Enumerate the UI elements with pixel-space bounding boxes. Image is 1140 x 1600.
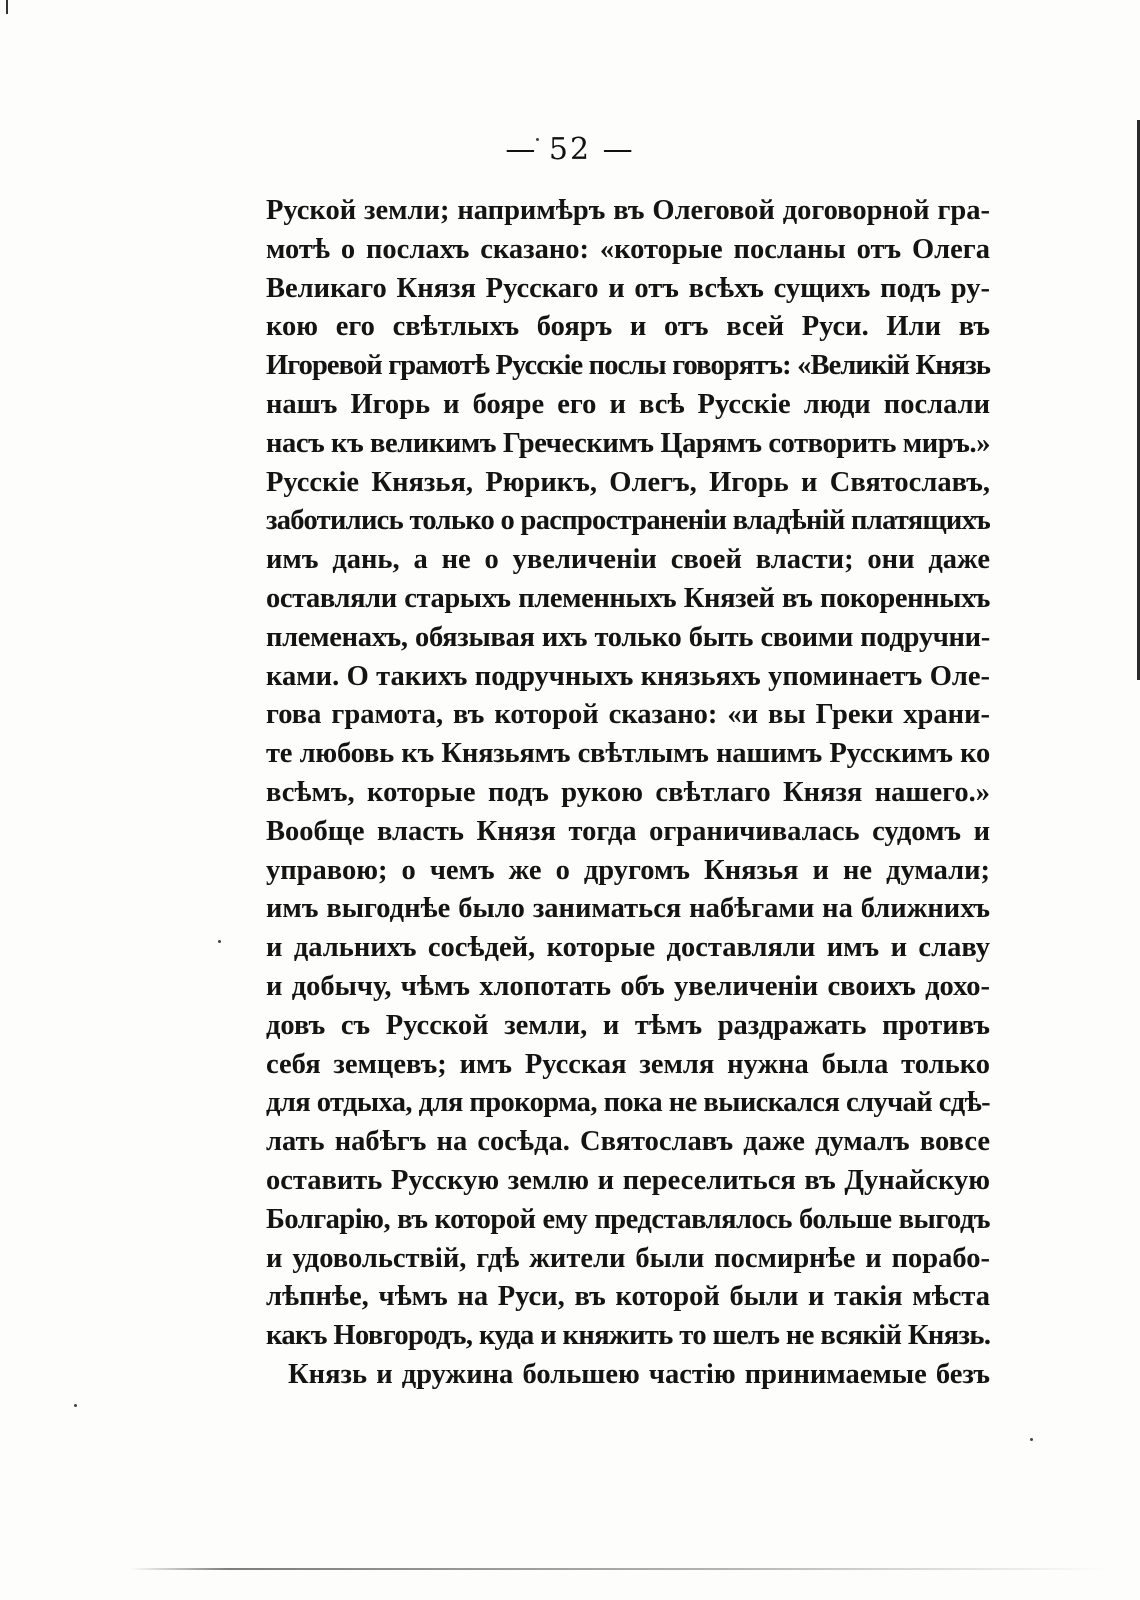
text-line: всѣмъ, которые подъ рукою свѣтлаго Князя нашего.» <box>266 776 990 808</box>
text-line: Русскіе Князья, Рюрикъ, Олегъ, Игорь и Святославъ, <box>266 466 990 498</box>
text-line: нашъ Игорь и бояре его и всѣ Русскіе люди послали <box>266 388 990 420</box>
text-line: Болгарію, въ которой ему представлялось больше выгодъ <box>266 1203 990 1235</box>
text-line: имъ дань, а не о увеличеніи своей власти; они даже <box>266 544 990 576</box>
text-line: для отдыха, для прокорма, пока не выискался случай сдѣ- <box>266 1087 990 1119</box>
text-line: какъ Новгородъ, куда и княжить то шелъ не всякій Князь. <box>266 1320 991 1352</box>
text-line: те любовь къ Князьямъ свѣтлымъ нашимъ Русскимъ ко <box>266 738 990 770</box>
text-line-paragraph-start: Князь и дружина большею частію принимаемые безъ <box>288 1358 990 1390</box>
print-speck <box>1030 1438 1033 1441</box>
text-line: мотѣ о послахъ сказано: «которые посланы отъ Олега <box>266 233 990 265</box>
text-line: Руской земли; напримѣръ въ Олеговой договорной гра- <box>266 195 990 226</box>
scan-edge-mark <box>6 0 8 14</box>
page-number: — 52 — <box>505 132 635 167</box>
text-line: племенахъ, обязывая ихъ только быть своими подручни- <box>266 621 990 653</box>
text-line: Игоревой грамотѣ Русскіе послы говорятъ: «Великій Князь <box>266 350 990 382</box>
print-speck <box>74 1404 77 1407</box>
text-line: лѣпнѣе, чѣмъ на Руси, въ которой были и такія мѣста <box>266 1281 990 1313</box>
text-line: довъ съ Русской земли, и тѣмъ раздражать противъ <box>266 1009 990 1041</box>
text-line: и удовольствій, гдѣ жители были посмирнѣе и порабо- <box>266 1242 990 1274</box>
text-line: гова грамота, въ которой сказано: «и вы Греки храни- <box>266 699 990 731</box>
text-line: и добычу, чѣмъ хлопотать объ увеличеніи своихъ дохо- <box>266 970 990 1002</box>
text-line: управою; о чемъ же о другомъ Князья и не думали; <box>266 854 990 886</box>
body-text <box>266 192 990 1395</box>
text-line: и дальнихъ сосѣдей, которые доставляли имъ и славу <box>266 932 990 964</box>
text-line: насъ къ великимъ Греческимъ Царямъ сотворить миръ.» <box>266 427 991 459</box>
text-line: оставить Русскую землю и переселиться въ Дунайскую <box>266 1164 990 1196</box>
text-line: оставляли старыхъ племенныхъ Князей въ покоренныхъ <box>266 582 990 614</box>
text-line: имъ выгоднѣе было заниматься набѣгами на ближнихъ <box>266 893 990 925</box>
text-line: заботились только о распространеніи владѣній платящихъ <box>266 505 990 537</box>
text-line: Великаго Князя Русскаго и отъ всѣхъ сущихъ подъ ру- <box>266 272 990 304</box>
scan-bottom-edge <box>130 1568 1110 1570</box>
text-line: Вообще власть Князя тогда ограничивалась судомъ и <box>266 815 990 847</box>
text-line: кою его свѣтлыхъ бояръ и отъ всей Руси. Или въ <box>266 311 990 343</box>
text-line: ками. О такихъ подручныхъ князьяхъ упоминаетъ Оле- <box>266 660 990 692</box>
text-line: себя земцевъ; имъ Русская земля нужна была только <box>266 1048 990 1080</box>
text-line: лать набѣгъ на сосѣда. Святославъ даже думалъ вовсе <box>266 1126 990 1158</box>
print-speck <box>218 940 221 943</box>
